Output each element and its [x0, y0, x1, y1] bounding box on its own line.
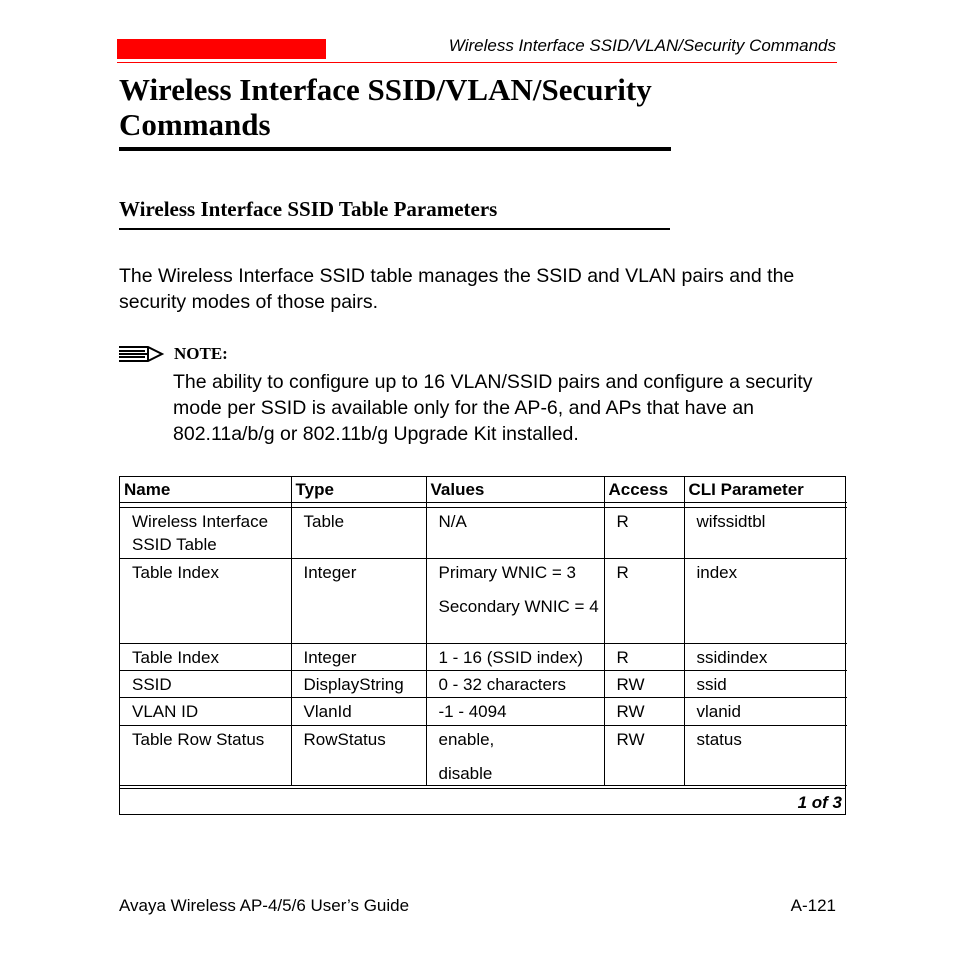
- cell-cli: index: [684, 558, 847, 643]
- cell-type: Integer: [291, 643, 426, 670]
- cell-values: [426, 725, 604, 785]
- cell-values: [426, 697, 604, 725]
- cell-name: Table Index: [120, 558, 291, 643]
- table-page-count: 1 of 3: [797, 793, 842, 812]
- table-row: [120, 643, 847, 670]
- value-line: Secondary WNIC = 4: [438, 596, 599, 616]
- footer-page-number: A-121: [790, 896, 836, 915]
- table-header-row: [120, 477, 847, 502]
- cell-type: Integer: [291, 558, 426, 643]
- table-row: [120, 670, 847, 697]
- value-line: 1 - 16 (SSID index): [438, 647, 584, 667]
- cell-access: RW: [604, 697, 684, 725]
- cell-values: [426, 643, 604, 670]
- parameters-grid: [120, 477, 847, 786]
- page-title: Wireless Interface SSID/VLAN/Security Commands: [119, 72, 652, 142]
- cell-name: Wireless Interface SSID Table: [120, 507, 291, 558]
- cell-cli: status: [684, 725, 847, 785]
- table-row: [120, 558, 847, 643]
- running-header: Wireless Interface SSID/VLAN/Security Commands: [448, 36, 836, 55]
- cell-type: VlanId: [291, 697, 426, 725]
- value-line: Primary WNIC = 3: [438, 562, 576, 582]
- cell-cli: ssidindex: [684, 643, 847, 670]
- cell-access: R: [604, 558, 684, 643]
- footer-guide-title: Avaya Wireless AP-4/5/6 User’s Guide: [119, 896, 410, 915]
- value-line: enable,: [438, 729, 495, 749]
- value-line: N/A: [438, 511, 467, 531]
- header-values: Values: [426, 477, 604, 502]
- cell-name: Table Row Status: [120, 725, 291, 785]
- value-line: -1 - 4094: [438, 701, 507, 721]
- cell-access: R: [604, 507, 684, 558]
- cell-cli: ssid: [684, 670, 847, 697]
- note-arrow-icon: [118, 345, 166, 363]
- section-heading: Wireless Interface SSID Table Parameters: [119, 197, 498, 221]
- table-row: [120, 507, 847, 558]
- cell-access: RW: [604, 670, 684, 697]
- cell-values: [426, 558, 604, 643]
- cell-values: [426, 507, 604, 558]
- cell-type: Table: [291, 507, 426, 558]
- table-footer-rule: [120, 788, 845, 789]
- intro-paragraph: The Wireless Interface SSID table manages the SSID and VLAN pairs and the security modes of those pairs.: [119, 265, 795, 313]
- header-cli-parameter: CLI Parameter: [684, 477, 847, 502]
- header-access: Access: [604, 477, 684, 502]
- cell-name: SSID: [120, 670, 291, 697]
- table-row: [120, 725, 847, 785]
- cell-type: RowStatus: [291, 725, 426, 785]
- cell-cli: wifssidtbl: [684, 507, 847, 558]
- note-label: NOTE:: [174, 344, 228, 363]
- title-rule: [119, 147, 671, 151]
- section-rule: [119, 228, 670, 230]
- value-line: 0 - 32 characters: [438, 674, 567, 694]
- table-row: [120, 697, 847, 725]
- cell-values: [426, 670, 604, 697]
- header-rule: [117, 62, 837, 63]
- cell-cli: vlanid: [684, 697, 847, 725]
- cell-access: RW: [604, 725, 684, 785]
- header-accent-bar: [117, 39, 326, 59]
- header-name: Name: [120, 477, 291, 502]
- cell-access: R: [604, 643, 684, 670]
- header-type: Type: [291, 477, 426, 502]
- cell-name: Table Index: [120, 643, 291, 670]
- parameters-table: [119, 476, 846, 815]
- value-line: disable: [438, 763, 493, 783]
- note-text: The ability to configure up to 16 VLAN/SSID pairs and configure a security mode per SSID is available only for the AP-6, and APs that have an 802.11a/b/g or 802.11b/g Upgrade Kit installed.: [173, 371, 813, 445]
- cell-type: DisplayString: [291, 670, 426, 697]
- cell-name: VLAN ID: [120, 697, 291, 725]
